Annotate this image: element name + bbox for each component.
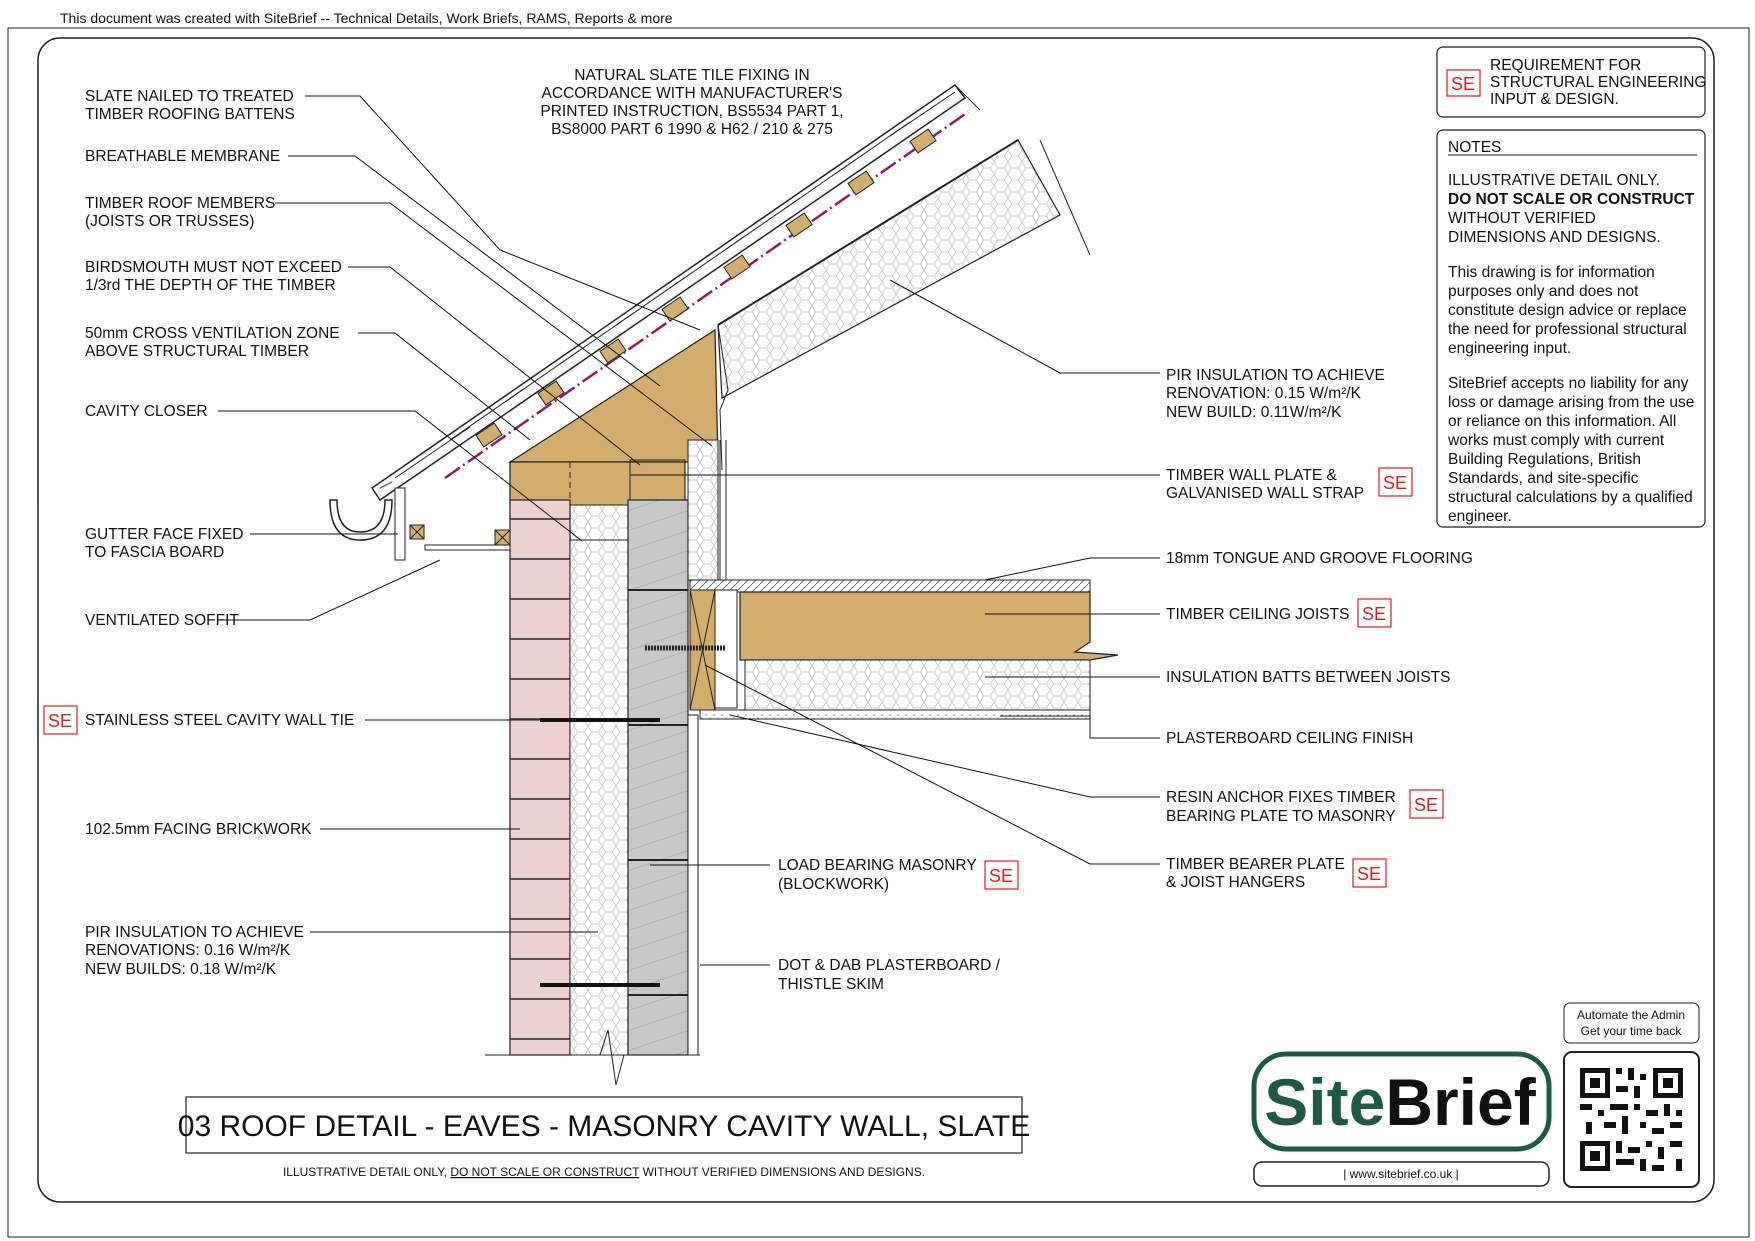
section-graphic (330, 85, 1118, 1085)
fascia-board (395, 488, 405, 560)
timber-ceiling-joist (740, 592, 1118, 660)
notes-box (1437, 130, 1705, 527)
svg-text:SE: SE (1382, 473, 1408, 493)
legend-text: REQUIREMENT FOR STRUCTURAL ENGINEERING INPUT & DESIGN. (1490, 57, 1707, 108)
facing-brickwork (510, 500, 570, 1055)
drawing-title: 03 ROOF DETAIL - EAVES - MASONRY CAVITY WALL, SLATE (177, 1110, 1031, 1143)
label-breathable-membrane: BREATHABLE MEMBRANE (85, 148, 281, 165)
blockwork-inner-leaf (628, 500, 688, 1055)
label-bearer-plate: TIMBER BEARER PLATE & JOIST HANGERS (1166, 856, 1345, 891)
notes-p1: ILLUSTRATIVE DETAIL ONLY. DO NOT SCALE OR CONSTRUCT WITHOUT VERIFIED DIMENSIONS AND DESIGNS. (1448, 172, 1695, 246)
legend-box (1437, 47, 1706, 117)
label-gutter: GUTTER FACE FIXED TO FASCIA BOARD (85, 526, 244, 561)
se-badge-ceiling-joists (1358, 599, 1391, 627)
top-note: NATURAL SLATE TILE FIXING IN ACCORDANCE WITH MANUFACTURER'S PRINTED INSTRUCTION, BS5534 PART 1, BS8000 PART 6 1990 & H62 / 210 & 275 (540, 67, 844, 138)
label-ceiling-joists: TIMBER CEILING JOISTS (1166, 606, 1350, 623)
label-ventilated-soffit: VENTILATED SOFFIT (85, 612, 239, 629)
branding (1254, 1003, 1699, 1187)
header-note: This document was created with SiteBrief -- Technical Details, Work Briefs, RAMS, Reports & more (60, 10, 673, 26)
label-plasterboard-ceiling: PLASTERBOARD CEILING FINISH (1166, 730, 1414, 747)
label-flooring: 18mm TONGUE AND GROOVE FLOORING (1166, 550, 1473, 567)
svg-text:SE: SE (1361, 604, 1387, 624)
notes-p3: SiteBrief accepts no liability for any loss or damage arising from the use or reliance on this information. All works must comply with current Building Regulations, British Standards, and site-specific structural calculations by a qualified engineer. (1448, 375, 1695, 525)
se-badge-masonry (985, 861, 1018, 889)
svg-text:SE: SE (988, 866, 1014, 886)
label-cavity-closer: CAVITY CLOSER (85, 403, 208, 420)
cavity-closer (570, 505, 630, 541)
se-badge-resin-anchor (1410, 790, 1443, 818)
se-badge-wall-tie (44, 706, 77, 734)
notes-p2: This drawing is for information purposes only and does not constitute design advice or replace the need for professional structural engineering input. (1448, 264, 1687, 357)
wall-plasterboard (688, 715, 698, 1055)
label-wall-tie: STAINLESS STEEL CAVITY WALL TIE (85, 712, 355, 729)
label-wall-plate: TIMBER WALL PLATE & GALVANISED WALL STRAP (1166, 467, 1365, 502)
se-badge-wall-plate (1379, 468, 1412, 496)
ventilated-soffit (425, 545, 510, 550)
se-badge-bearer-plate (1353, 859, 1386, 887)
label-roof-insulation: PIR INSULATION TO ACHIEVE RENOVATION: 0.15 W/m²/K NEW BUILD: 0.11W/m²/K (1166, 367, 1385, 421)
label-insulation-batts: INSULATION BATTS BETWEEN JOISTS (1166, 669, 1451, 686)
title-block (178, 1097, 1030, 1179)
sitebrief-url: | www.sitebrief.co.uk | (1343, 1167, 1459, 1181)
ceiling-insulation-batts (745, 660, 1090, 710)
notes-heading: NOTES (1448, 139, 1502, 156)
automate-text: Automate the Admin Get your time back (1576, 1008, 1686, 1038)
label-load-bearing-masonry: LOAD BEARING MASONRY (BLOCKWORK) (778, 857, 977, 893)
svg-text:SE: SE (47, 711, 73, 731)
plasterboard-ceiling (700, 710, 1090, 719)
sitebrief-logo: SiteBrief (1264, 1065, 1536, 1139)
roof-pir-insulation (718, 140, 1060, 398)
cavity-pir-insulation (570, 540, 628, 1055)
qr-code-icon (1564, 1052, 1699, 1187)
label-resin-anchor: RESIN ANCHOR FIXES TIMBER BEARING PLATE TO MASONRY (1166, 789, 1396, 825)
label-timber-roof-members: TIMBER ROOF MEMBERS (JOISTS OR TRUSSES) (85, 195, 276, 230)
label-dot-dab-plasterboard: DOT & DAB PLASTERBOARD / THISTLE SKIM (778, 957, 1000, 993)
label-birdsmouth: BIRDSMOUTH MUST NOT EXCEED 1/3rd THE DEPTH OF THE TIMBER (85, 259, 342, 294)
label-cavity-insulation: PIR INSULATION TO ACHIEVE RENOVATIONS: 0.16 W/m²/K NEW BUILDS: 0.18 W/m²/K (85, 924, 304, 978)
label-facing-brickwork: 102.5mm FACING BRICKWORK (85, 821, 312, 838)
label-cross-ventilation: 50mm CROSS VENTILATION ZONE ABOVE STRUCTURAL TIMBER (85, 325, 340, 360)
label-slate-battens: SLATE NAILED TO TREATED TIMBER ROOFING BATTENS (85, 88, 295, 123)
svg-text:SE: SE (1413, 795, 1439, 815)
disclaimer: ILLUSTRATIVE DETAIL ONLY, DO NOT SCALE OR CONSTRUCT WITHOUT VERIFIED DIMENSIONS AND DESIGNS. (282, 1165, 926, 1179)
legend-badge: SE (1450, 74, 1476, 94)
tongue-groove-flooring (690, 580, 1090, 592)
svg-text:SE: SE (1356, 864, 1382, 884)
